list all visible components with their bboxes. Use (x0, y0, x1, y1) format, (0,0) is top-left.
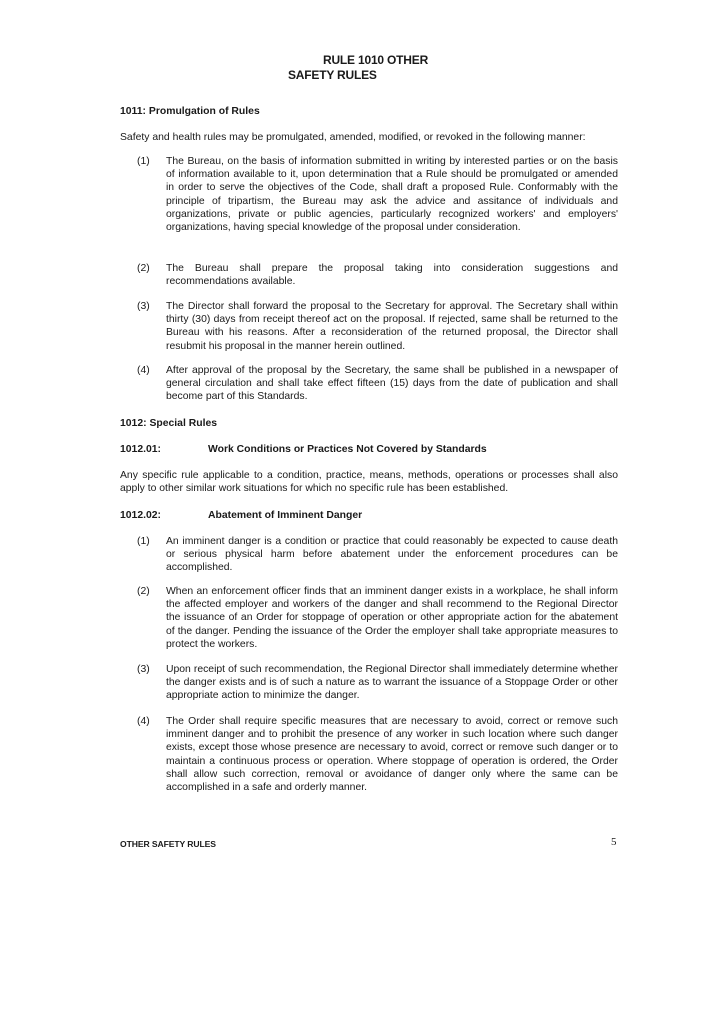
item-number: (1) (137, 536, 150, 547)
subsection-number: 1012.02: (120, 510, 162, 521)
item-number: (4) (137, 365, 150, 376)
rule-title-line2: SAFETY RULES (288, 68, 377, 82)
item-number: (2) (137, 586, 150, 597)
item-text: Upon receipt of such recommendation, the Regional Director shall immediately determine whether the danger exists and is of such a nature as to warrant the issuance of a Stoppage Order or other appropriate action to minimize the danger. (166, 664, 618, 702)
item-number: (1) (137, 156, 150, 167)
item-text: When an enforcement officer finds that an imminent danger exists in a workplace, he shall inform the affected employer and workers of the danger and shall recommend to the Regional Director the issuance of an Order for stoppage of operation or other appropriate action for the abatement of the danger. Pending the issuance of the Order the employer shall take appropriate measures to protect the workers. (166, 586, 618, 650)
section-1012-heading: 1012: Special Rules (120, 418, 218, 429)
item-text: An imminent danger is a condition or practice that could reasonably be expected to cause death or serious physical harm before abatement under the enforcement procedures can be accomplished. (166, 536, 618, 574)
page-number: 5 (611, 836, 617, 848)
subsection-title: Abatement of Imminent Danger (208, 510, 363, 521)
item-number: (3) (137, 664, 150, 675)
subsection-1012-01-heading (120, 443, 620, 456)
item-text: After approval of the proposal by the Secretary, the same shall be published in a newspaper of general circulation and shall take effect fifteen (15) days from the date of publication and shall become part of this Standards. (166, 365, 618, 403)
item-text: The Order shall require specific measures that are necessary to avoid, correct or remove such imminent danger and to prohibit the presence of any worker in such location where such danger exists, except those whose presence are necessary to avoid, correct or remove such danger or to maintain a continuous process or operation. Where stoppage of operation is ordered, the Order shall allow such correction, removal or avoidance of danger only where the same can be accomplished in a safe and orderly manner. (166, 716, 618, 794)
subsection-number: 1012.01: (120, 444, 162, 455)
item-number: (2) (137, 263, 150, 274)
item-number: (4) (137, 716, 150, 727)
subsection-title: Work Conditions or Practices Not Covered by Standards (208, 444, 487, 455)
subsection-1012-01-text: Any specific rule applicable to a condition, practice, means, methods, operations or processes shall also apply to other similar work situations for which no specific rule has been established. (120, 470, 618, 495)
section-1011-intro: Safety and health rules may be promulgated, amended, modified, or revoked in the following manner: (120, 132, 586, 143)
item-text: The Bureau, on the basis of information submitted in writing by interested parties or on the basis of information available to it, upon determination that a Rule should be promulgated or amended in order to serve the objectives of the Code, shall draft a proposed Rule. Conformably with the principle of tripartism, the Bureau may ask the advice and assitance of individuals and organizations, private or public agencies, particularly recognized workers' and employers' organizations, having special knowledge of the proposal under consideration. (166, 156, 618, 234)
subsection-1012-02-heading (120, 509, 620, 522)
rule-title-line1: RULE 1010 OTHER (323, 53, 429, 67)
item-text: The Bureau shall prepare the proposal taking into consideration suggestions and recommendations available. (166, 263, 618, 288)
page-footer-label: OTHER SAFETY RULES (120, 839, 216, 849)
section-1011-heading: 1011: Promulgation of Rules (120, 106, 260, 117)
item-text: The Director shall forward the proposal to the Secretary for approval. The Secretary shall within thirty (30) days from receipt thereof act on the proposal. If rejected, same shall be returned to the Bureau with his reasons. After a reconsideration of the returned proposal, the Director shall resubmit his proposal in the manner herein outlined. (166, 301, 618, 352)
item-number: (3) (137, 301, 150, 312)
